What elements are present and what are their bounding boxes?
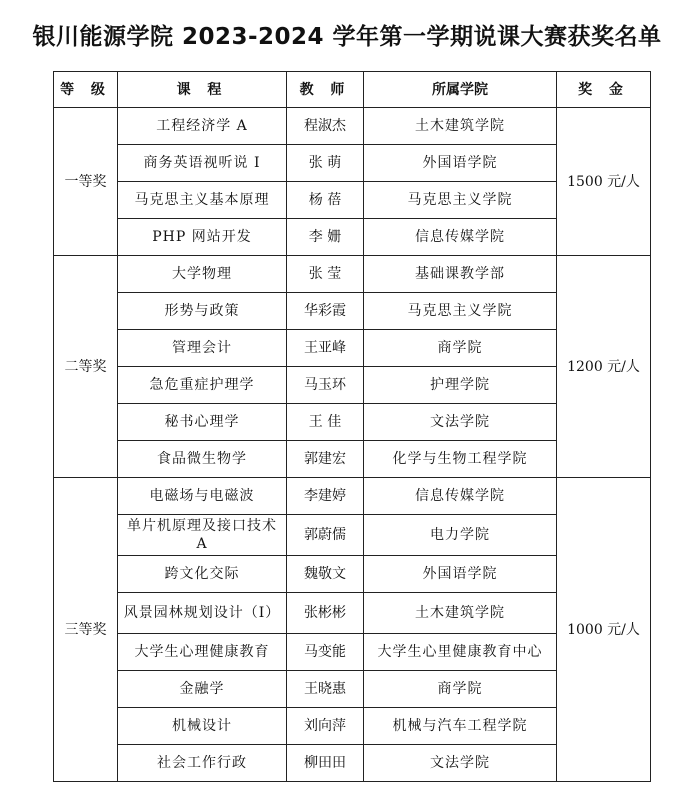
- college-cell: 机械与汽车工程学院: [364, 708, 557, 745]
- page-title: 银川能源学院 2023-2024 学年第一学期说课大赛获奖名单: [32, 24, 662, 50]
- teacher-cell: 马玉环: [287, 367, 364, 404]
- teacher-cell: 马变能: [287, 634, 364, 671]
- course-cell: 电磁场与电磁波: [118, 478, 287, 515]
- course-cell: 形势与政策: [118, 293, 287, 330]
- college-cell: 外国语学院: [364, 145, 557, 182]
- teacher-cell: 华彩霞: [287, 293, 364, 330]
- course-cell: 金融学: [118, 671, 287, 708]
- teacher-cell: 张 莹: [287, 256, 364, 293]
- college-cell: 信息传媒学院: [364, 219, 557, 256]
- college-cell: 文法学院: [364, 404, 557, 441]
- course-cell: 管理会计: [118, 330, 287, 367]
- college-cell: 马克思主义学院: [364, 293, 557, 330]
- course-cell: 机械设计: [118, 708, 287, 745]
- prize-amount-cell: 1200 元/人: [557, 256, 651, 478]
- teacher-cell: 张彬彬: [287, 593, 364, 634]
- prize-amount-cell: 1500 元/人: [557, 108, 651, 256]
- college-cell: 基础课教学部: [364, 256, 557, 293]
- teacher-cell: 李 姗: [287, 219, 364, 256]
- course-cell: 秘书心理学: [118, 404, 287, 441]
- teacher-cell: 杨 蓓: [287, 182, 364, 219]
- college-cell: 大学生心里健康教育中心: [364, 634, 557, 671]
- header-teacher: 教 师: [287, 72, 364, 108]
- course-cell: 工程经济学 A: [118, 108, 287, 145]
- college-cell: 电力学院: [364, 515, 557, 556]
- course-cell: 商务英语视听说 I: [118, 145, 287, 182]
- table-row: [54, 478, 651, 515]
- college-cell: 文法学院: [364, 745, 557, 782]
- course-cell: 社会工作行政: [118, 745, 287, 782]
- college-cell: 护理学院: [364, 367, 557, 404]
- college-cell: 化学与生物工程学院: [364, 441, 557, 478]
- teacher-cell: 李建婷: [287, 478, 364, 515]
- teacher-cell: 郭蔚儒: [287, 515, 364, 556]
- award-table: [53, 71, 651, 782]
- table-row: [54, 108, 651, 145]
- table-body: [54, 108, 651, 782]
- header-college: 所属学院: [364, 72, 557, 108]
- college-cell: 土木建筑学院: [364, 108, 557, 145]
- course-cell: 急危重症护理学: [118, 367, 287, 404]
- teacher-cell: 魏敬文: [287, 556, 364, 593]
- college-cell: 商学院: [364, 330, 557, 367]
- teacher-cell: 王 佳: [287, 404, 364, 441]
- teacher-cell: 程淑杰: [287, 108, 364, 145]
- course-cell: PHP 网站开发: [118, 219, 287, 256]
- course-cell: 单片机原理及接口技术 A: [118, 515, 287, 556]
- header-prize: 奖 金: [557, 72, 651, 108]
- table-header-row: [54, 72, 651, 108]
- teacher-cell: 王亚峰: [287, 330, 364, 367]
- college-cell: 信息传媒学院: [364, 478, 557, 515]
- header-level: 等 级: [54, 72, 118, 108]
- teacher-cell: 刘向萍: [287, 708, 364, 745]
- college-cell: 土木建筑学院: [364, 593, 557, 634]
- course-cell: 大学生心理健康教育: [118, 634, 287, 671]
- course-cell: 马克思主义基本原理: [118, 182, 287, 219]
- header-course: 课 程: [118, 72, 287, 108]
- award-level-cell: 三等奖: [54, 478, 118, 782]
- teacher-cell: 郭建宏: [287, 441, 364, 478]
- course-cell: 跨文化交际: [118, 556, 287, 593]
- award-level-cell: 二等奖: [54, 256, 118, 478]
- college-cell: 外国语学院: [364, 556, 557, 593]
- college-cell: 马克思主义学院: [364, 182, 557, 219]
- course-cell: 大学物理: [118, 256, 287, 293]
- award-level-cell: 一等奖: [54, 108, 118, 256]
- prize-amount-cell: 1000 元/人: [557, 478, 651, 782]
- teacher-cell: 王晓惠: [287, 671, 364, 708]
- table-row: [54, 256, 651, 293]
- course-cell: 风景园林规划设计（Ⅰ）: [118, 593, 287, 634]
- college-cell: 商学院: [364, 671, 557, 708]
- teacher-cell: 张 萌: [287, 145, 364, 182]
- teacher-cell: 柳田田: [287, 745, 364, 782]
- course-cell: 食品微生物学: [118, 441, 287, 478]
